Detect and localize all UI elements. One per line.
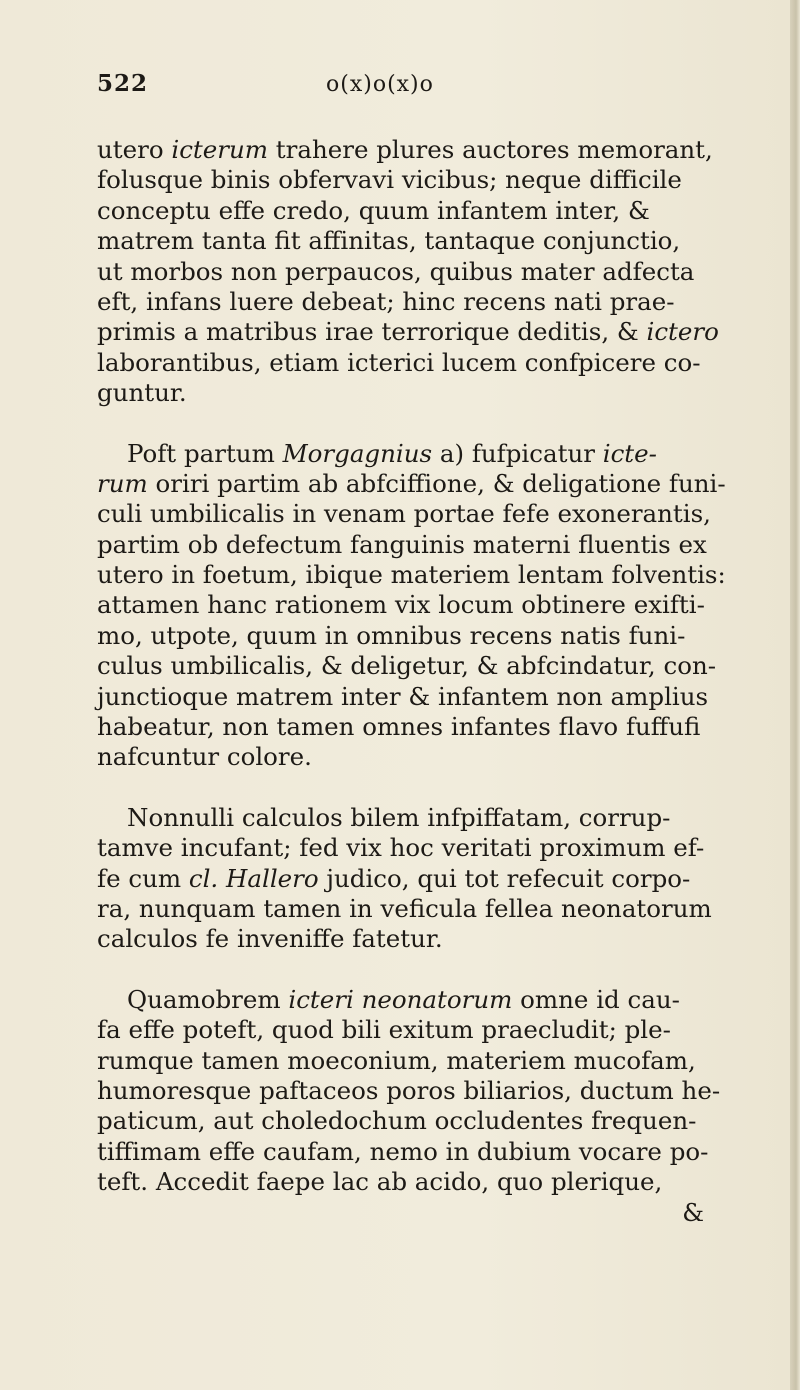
text-segment: conceptu effe credo, quum infantem inter, & (97, 195, 650, 225)
text-line (97, 742, 712, 772)
text-line (97, 348, 712, 378)
italic-term: icteri neonatorum (288, 984, 513, 1014)
text-line (97, 439, 712, 469)
text-segment: guntur. (97, 378, 187, 408)
text-segment: tamve incufant; fed vix hoc veritati proximum ef- (97, 833, 705, 863)
text-segment: folusque binis obfervavi vicibus; neque difficile (97, 165, 682, 195)
text-segment: ut morbos non perpaucos, quibus mater adfecta (97, 256, 695, 286)
text-segment: matrem tanta fit affinitas, tantaque conjunctio, (97, 226, 681, 256)
text-segment: nafcuntur colore. (97, 742, 312, 772)
text-line (97, 712, 712, 742)
paragraph (97, 803, 712, 955)
text-line (97, 1106, 712, 1136)
italic-term: rum (97, 468, 148, 498)
text-segment: judico, qui tot refecuit corpo- (318, 863, 691, 893)
paragraph (97, 438, 726, 773)
text-line (97, 287, 712, 317)
text-line (97, 378, 712, 408)
header-ornament: o(x)o(x)o (326, 72, 434, 97)
page-header (0, 62, 790, 102)
text-line (97, 317, 719, 347)
text-segment: primis a matribus irae terrorique deditis, & (97, 317, 647, 347)
italic-term: Morgagnius (282, 438, 433, 468)
text-segment: partim ob defectum fanguinis materni fluentis ex (97, 529, 707, 559)
text-segment: fe cum (97, 863, 189, 893)
text-segment: Poft partum (127, 438, 283, 468)
text-segment: paticum, aut choledochum occludentes frequen- (97, 1106, 697, 1136)
text-line (97, 985, 712, 1015)
text-line (97, 499, 712, 529)
text-line (97, 1167, 712, 1197)
italic-term: ictero (646, 317, 719, 347)
text-line (97, 651, 717, 681)
text-segment: oriri partim ab abfciffione, & deligatione funi- (147, 468, 726, 498)
text-line (97, 590, 712, 620)
text-segment: habeatur, non tamen omnes infantes flavo fuffufi (97, 712, 701, 742)
text-line (97, 803, 712, 833)
text-line (97, 226, 712, 256)
catchword: & (682, 1197, 704, 1227)
text-line (97, 621, 712, 651)
text-segment: a) fufpicatur (432, 438, 603, 468)
text-line (97, 196, 712, 226)
text-segment: trahere plures auctores memorant, (268, 135, 713, 164)
text-line (97, 1075, 721, 1106)
text-segment: Nonnulli calculos bilem infpiffatam, corrup- (127, 802, 671, 832)
text-line (97, 1137, 712, 1167)
text-segment: eft, infans luere debeat; hinc recens nati prae- (97, 286, 675, 316)
text-line (97, 135, 712, 165)
text-segment: junctioque matrem inter & infantem non amplius (97, 681, 709, 711)
text-line (97, 468, 726, 499)
text-segment: ra, nunquam tamen in veficula fellea neonatorum (97, 893, 712, 923)
text-segment: utero (97, 135, 172, 164)
text-line (97, 1015, 712, 1045)
text-line (97, 833, 712, 863)
text-segment: fa effe poteft, quod bili exitum praecludit; ple- (97, 1015, 671, 1045)
page-edge (790, 0, 800, 1390)
text-segment: tiffimam effe caufam, nemo in dubium vocare po- (97, 1136, 709, 1166)
text-line (97, 257, 712, 287)
text-segment: utero in foetum, ibique materiem lentam folventis: (97, 560, 726, 590)
text-line (97, 165, 712, 195)
text-segment: humoresque paftaceos poros biliarios, ductum he- (97, 1075, 721, 1105)
body-text (97, 135, 726, 1228)
paragraph (97, 984, 721, 1228)
text-segment: teft. Accedit faepe lac ab acido, quo plerique, (97, 1167, 663, 1197)
italic-term: cl. Hallero (188, 863, 319, 893)
text-segment: culus umbilicalis, & deligetur, & abfcindatur, con- (97, 651, 717, 681)
text-line (97, 682, 712, 712)
page-number: 522 (97, 70, 149, 97)
text-line (97, 924, 712, 954)
text-segment: laborantibus, etiam icterici lucem confpicere co- (97, 347, 701, 377)
text-segment: culi umbilicalis in venam portae fefe exonerantis, (97, 499, 711, 529)
text-segment: omne id cau- (512, 984, 680, 1014)
text-line (97, 894, 712, 924)
text-segment: rumque tamen moeconium, materiem mucofam, (97, 1045, 696, 1075)
text-line (97, 1046, 712, 1076)
text-segment: attamen hanc rationem vix locum obtinere exifti- (97, 590, 705, 620)
text-segment: mo, utpote, quum in omnibus recens natis funi- (97, 620, 686, 650)
text-line (97, 530, 712, 560)
italic-term: icterum (171, 135, 268, 164)
text-segment: Quamobrem (127, 984, 289, 1014)
text-line (97, 560, 726, 590)
italic-term: icte- (602, 438, 657, 468)
paragraph (97, 135, 719, 409)
text-segment: calculos fe inveniffe fatetur. (97, 924, 443, 954)
text-line (97, 864, 712, 894)
